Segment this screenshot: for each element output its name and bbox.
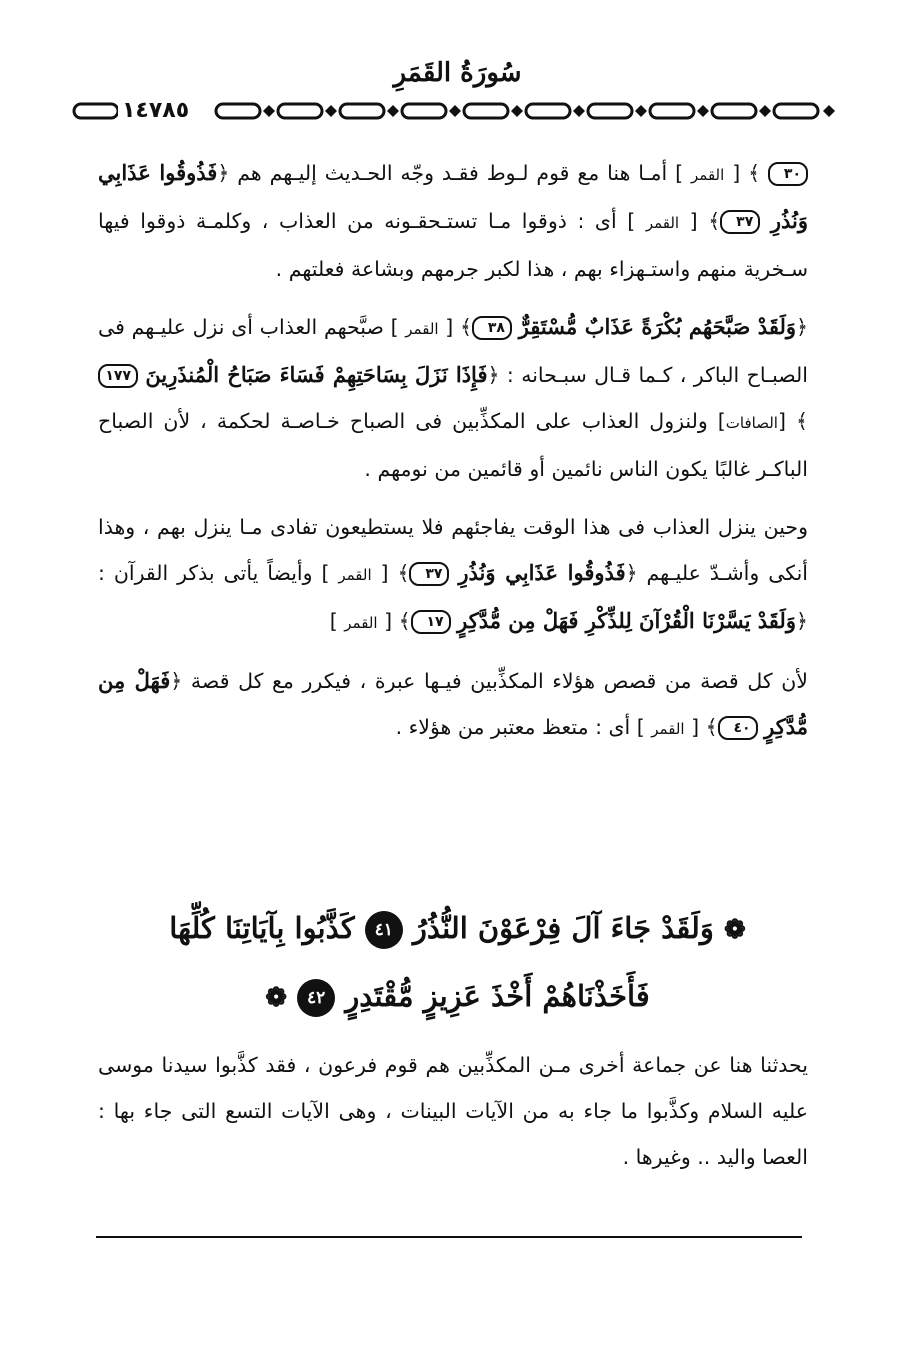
page-number: ١٤٧٨٥: [118, 96, 193, 126]
main-text: [98, 150, 808, 764]
surah-reference: القمر: [645, 214, 680, 232]
quran-verse: فَذُوقُوا عَذَابِي وَنُذُرِ: [98, 160, 808, 233]
verse-ornament-icon: ❁: [723, 915, 746, 945]
verse-number: ٣٠: [768, 162, 808, 186]
surah-reference: القمر: [405, 320, 439, 338]
ornate-verse-text: كَذَّبُوا بِآيَاتِنَا كُلِّهَا: [169, 911, 355, 945]
paragraph-text: ولنزول العذاب على المكذِّبين فى الصباح خـاصـة لحكمة ، لأن الصباح الباكـر غالبًا يكون الناس نائمين أو قائمين من نومهم .: [98, 409, 808, 481]
surah-reference: القمر: [691, 166, 725, 184]
verse-ornament-icon: ❁: [265, 983, 288, 1013]
paragraph-text: أمـا هنا مع قوم لـوط فقـد وجّه الحـديث إليـهم هم: [237, 161, 668, 185]
verse-number: ٣٧: [409, 562, 449, 586]
quran-verse: فَهَلْ مِن مُّدَّكِرٍ: [98, 668, 808, 739]
ornate-verse-line-2: [150, 963, 765, 1031]
paragraph-text: وحين ينزل العذاب فى هذا الوقت يفاجئهم فلا يستطيعون تفادى مـا ينزل بهم ، وهذا أنكى وأشـدّ عليـهم: [98, 515, 808, 585]
paragraph-1: ٣٠ ﴾ [ القمر ] أمـا هنا مع قوم لـوط فقـد وجّه الحـديث إليـهم هم ﴿فَذُوقُوا عَذَابِي وَنُذُرِ ٣٧﴾ [ القمر ] أى : ذوقوا مـا تستـحقـونه من العذاب ، وكلمـة ذوقوا فيها سـخرية منهم واستـهزاء بهم ، هذا لكبر جرمهم وبشاعة فعلتهم .: [98, 160, 808, 281]
quran-verse: وَلَقَدْ صَبَّحَهُم بُكْرَةً عَذَابٌ مُّسْتَقِرٌّ: [518, 314, 796, 339]
paragraph-text: لأن كل قصة من قصص هؤلاء المكذِّبين فيـها عبرة ، فيكرر مع كل قصة: [190, 669, 809, 693]
verse-number: ٣٧: [720, 210, 760, 234]
paragraph-3: وحين ينزل العذاب فى هذا الوقت يفاجئهم فلا يستطيعون تفادى مـا ينزل بهم ، وهذا أنكى وأشـدّ عليـهم ﴿فَذُوقُوا عَذَابِي وَنُذُرِ ٣٧﴾ [ القمر ] وأيضاً يأتى بذكر القرآن : ﴿وَلَقَدْ يَسَّرْنَا الْقُرْآنَ لِلذِّكْرِ فَهَلْ مِن مُّدَّكِرٍ ١٧﴾ [ القمر ]: [98, 515, 808, 633]
ornate-verse-block: [150, 895, 765, 1031]
ornate-verse-text: فَأَخَذْنَاهُمْ أَخْذَ عَزِيزٍ مُّقْتَدِرٍ: [345, 979, 650, 1013]
footer-rule: [96, 1236, 802, 1238]
paragraph-text: أى : ذوقوا مـا تستـحقـونه من العذاب ، وكلمـة ذوقوا فيها سـخرية منهم واستـهزاء بهم ، هذا لكبر جرمهم وبشاعة فعلتهم .: [98, 209, 808, 281]
closing-paragraph: يحدثنا هنا عن جماعة أخرى مـن المكذِّبين هم قوم فرعون ، فقد كذَّبوا سيدنا موسى عليه السلام وكذَّبوا ما جاء به من الآيات البينات ، وهى الآيات التسع التى جاء بها : العصا واليد .. وغيرها .: [98, 1053, 808, 1169]
ornate-verse-line-1: [150, 895, 765, 963]
quran-verse: فَإِذَا نَزَلَ بِسَاحَتِهِمْ فَسَاءَ صَبَاحُ الْمُنذَرِينَ: [145, 362, 488, 387]
ornate-verse-text: وَلَقَدْ جَاءَ آلَ فِرْعَوْنَ النُّذُرُ: [412, 911, 714, 945]
verse-number: ٤٠: [718, 716, 758, 740]
ornate-verse-number: ٤١: [365, 911, 403, 949]
paragraph-text: وأيضاً يأتى بذكر القرآن :: [98, 561, 313, 585]
surah-reference: القمر: [651, 720, 685, 738]
surah-reference: القمر: [338, 566, 372, 584]
quran-verse: وَلَقَدْ يَسَّرْنَا الْقُرْآنَ لِلذِّكْرِ فَهَلْ مِن مُّدَّكِرٍ: [457, 608, 796, 633]
verse-number: ١٧٧: [98, 364, 138, 388]
surah-reference: الصافات: [725, 414, 778, 432]
verse-number: ٣٨: [472, 316, 512, 340]
closing-text: [98, 1042, 808, 1180]
quran-verse: فَذُوقُوا عَذَابِي وَنُذُرِ: [458, 560, 626, 585]
ornate-verse-number: ٤٢: [297, 979, 335, 1017]
paragraph-2: ﴿وَلَقَدْ صَبَّحَهُم بُكْرَةً عَذَابٌ مُّسْتَقِرٌّ ٣٨﴾ [ القمر ] صبَّحهم العذاب أى نزل عليـهم فى الصبـاح الباكر ، كـما قـال سبـحانه : ﴿فَإِذَا نَزَلَ بِسَاحَتِهِمْ فَسَاءَ صَبَاحُ الْمُنذَرِينَ ١٧٧﴾ [الصافات] ولنزول العذاب على المكذِّبين فى الصباح خـاصـة لحكمة ، لأن الصباح الباكـر غالبًا يكون الناس نائمين أو قائمين من نومهم .: [98, 314, 809, 481]
surah-title: سُورَةُ القَمَرِ: [393, 58, 522, 88]
paragraph-text: صبَّحهم العذاب أى نزل عليـهم فى الصبـاح الباكر ، كـما قـال سبـحانه :: [98, 315, 809, 387]
surah-reference: القمر: [344, 614, 378, 632]
paragraph-4: لأن كل قصة من قصص هؤلاء المكذِّبين فيـها عبرة ، فيكرر مع كل قصة ﴿فَهَلْ مِن مُّدَّكِرٍ ٤٠﴾ [ القمر ] أى : متعظ معتبر من هؤلاء .: [98, 668, 809, 739]
verse-number: ١٧: [411, 610, 451, 634]
paragraph-text: أى : متعظ معتبر من هؤلاء .: [395, 715, 631, 739]
